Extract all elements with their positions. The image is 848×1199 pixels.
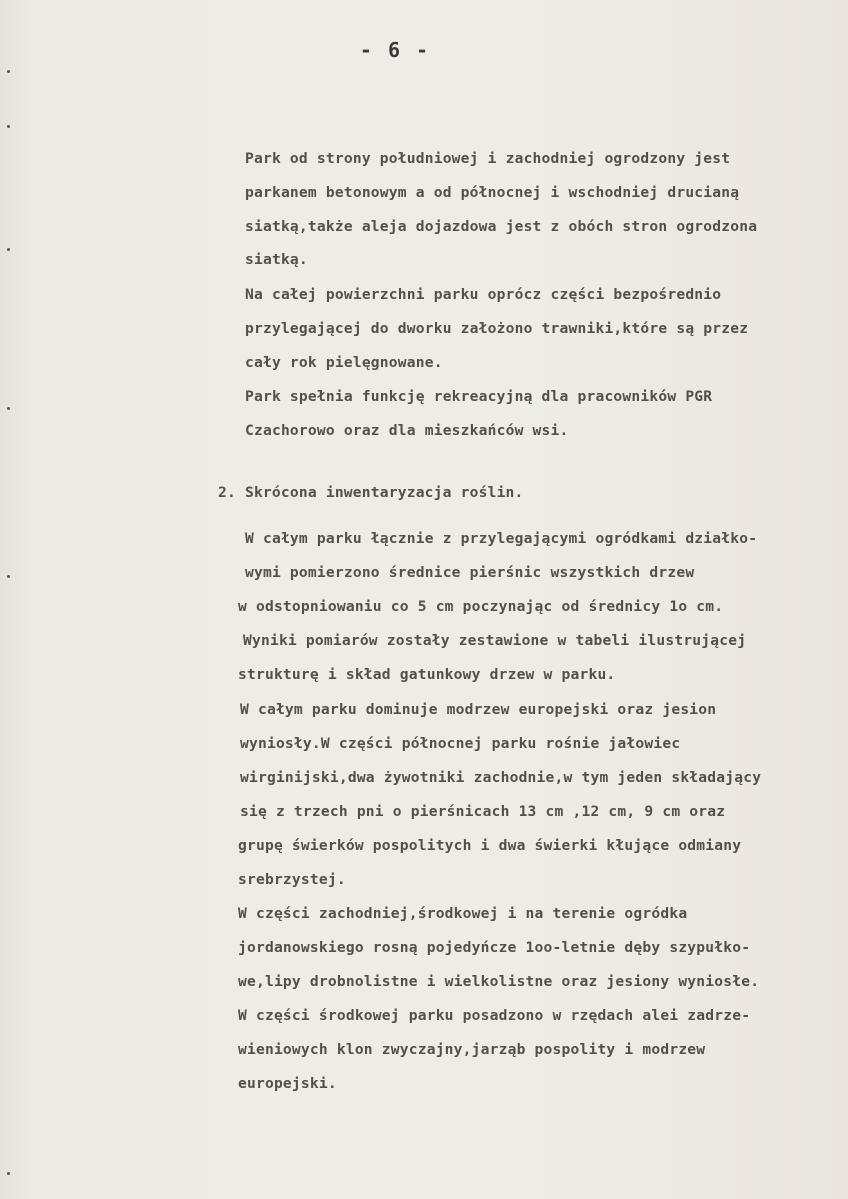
margin-mark (7, 1172, 10, 1175)
text-line: przylegającej do dworku założono trawniki,które są przez (245, 320, 749, 337)
text-line: wieniowych klon zwyczajny,jarząb pospolity i modrzew (238, 1041, 706, 1058)
text-line: cały rok pielęgnowane. (245, 354, 443, 371)
text-line: we,lipy drobnolistne i wielkolistne oraz jesiony wyniosłe. (238, 973, 760, 990)
page-number: - 6 - (359, 38, 431, 62)
text-line: W całym parku łącznie z przylegającymi ogródkami działko- (245, 530, 758, 547)
text-line: się z trzech pni o pierśnicach 13 cm ,12 cm, 9 cm oraz (240, 803, 726, 820)
text-line: jordanowskiego rosną pojedyńcze 1oo-letnie dęby szypułko- (238, 939, 751, 956)
margin-mark (7, 407, 10, 410)
margin-mark (7, 248, 10, 251)
margin-mark (7, 575, 10, 578)
margin-mark (7, 125, 10, 128)
text-line: W części zachodniej,środkowej i na terenie ogródka (238, 905, 688, 922)
text-line: wirginijski,dwa żywotniki zachodnie,w tym jeden składający (240, 769, 762, 786)
text-line: Na całej powierzchni parku oprócz części bezpośrednio (245, 286, 722, 303)
text-line: srebrzystej. (238, 871, 346, 888)
text-line: siatką,także aleja dojazdowa jest z obóch stron ogrodzona (245, 218, 758, 235)
text-line: W części środkowej parku posadzono w rzędach alei zadrze- (238, 1007, 751, 1024)
text-line: wyniosły.W części północnej parku rośnie jałowiec (240, 735, 681, 752)
text-line: Park od strony południowej i zachodniej ogrodzony jest (245, 150, 731, 167)
text-line: europejski. (238, 1075, 337, 1092)
section-heading: 2. Skrócona inwentaryzacja roślin. (218, 484, 524, 501)
text-line: grupę świerków pospolitych i dwa świerki kłujące odmiany (238, 837, 742, 854)
text-line: Wyniki pomiarów zostały zestawione w tabeli ilustrującej (243, 632, 747, 649)
text-line: Park spełnia funkcję rekreacyjną dla pracowników PGR (245, 388, 713, 405)
text-line: Czachorowo oraz dla mieszkańców wsi. (245, 422, 569, 439)
text-line: parkanem betonowym a od północnej i wschodniej drucianą (245, 184, 740, 201)
text-line: wymi pomierzono średnice pierśnic wszystkich drzew (245, 564, 695, 581)
text-line: siatką. (245, 251, 308, 268)
text-line: W całym parku dominuje modrzew europejski oraz jesion (240, 701, 717, 718)
text-line: w odstopniowaniu co 5 cm poczynając od średnicy 1o cm. (238, 598, 724, 615)
margin-mark (7, 70, 10, 73)
text-line: strukturę i skład gatunkowy drzew w parku. (238, 666, 616, 683)
